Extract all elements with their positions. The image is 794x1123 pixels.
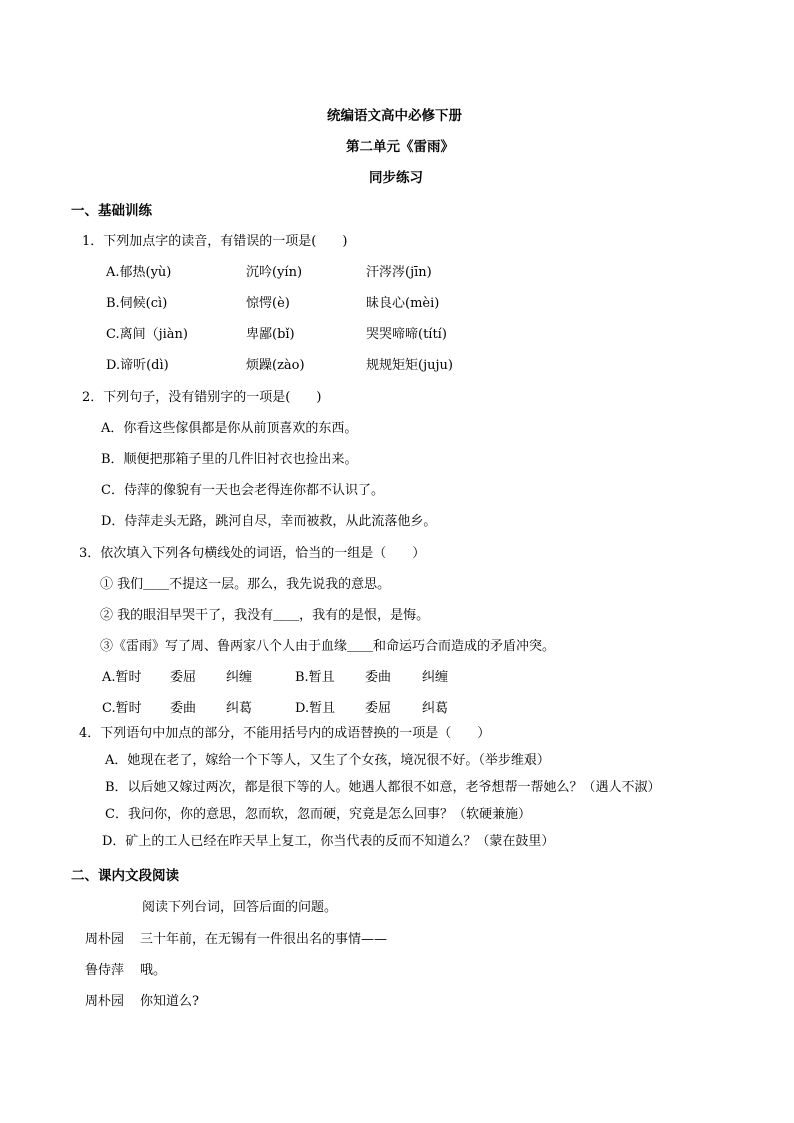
question-1-stem: 1．下列加点字的读音，有错误的一项是( ) (82, 234, 348, 249)
q1-option-row-c (0, 323, 794, 343)
q4-option-a: A．她现在老了，嫁给一个下等人，又生了个女孩，境况很不好。（举步维艰） (105, 753, 550, 768)
q1-option-b-word3: 昧良心(mèi) (366, 296, 440, 311)
q1-option-row-d (0, 354, 794, 374)
q3-option-a-word1: A.暂时 (102, 670, 142, 685)
q3-option-b-word2: 委曲 (365, 670, 392, 685)
dialogue-speaker-2: 鲁侍萍 (85, 963, 125, 978)
q4-option-d: D．矿上的工人已经在昨天早上复工，你当代表的反而不知道么？（蒙在鼓里） (102, 834, 555, 849)
q3-option-b-word1: B.暂且 (295, 670, 335, 685)
question-2-stem: 2．下列句子，没有错别字的一项是( ) (82, 390, 322, 405)
q1-option-d-word3: 规规矩矩(juju) (366, 358, 453, 373)
q1-option-b-word2: 惊愕(è) (246, 296, 290, 311)
q3-option-d-word2: 委屈 (365, 701, 392, 716)
q3-option-row-cd (0, 697, 794, 717)
q3-option-c-word3: 纠葛 (226, 701, 253, 716)
q3-option-row-ab (0, 666, 794, 686)
dialogue-line-3: 你知道么? (140, 994, 199, 1009)
q3-sentence-3: ③《雷雨》写了周、鲁两家八个人由于血缘＿＿和命运巧合而造成的矛盾冲突。 (100, 639, 556, 654)
dialogue-speaker-3: 周朴园 (85, 994, 125, 1009)
q3-sentence-1: ① 我们＿＿不提这一层。那么，我先说我的意思。 (100, 577, 391, 592)
dialogue-line-2: 哦。 (140, 963, 167, 978)
q3-option-a-word2: 委屈 (170, 670, 197, 685)
q1-option-row-b (0, 292, 794, 312)
section-heading-reading: 二、课内文段阅读 (71, 868, 179, 884)
q1-option-d-word2: 烦躁(zào) (246, 358, 305, 373)
question-3-stem: 3．依次填入下列各句横线处的词语，恰当的一组是（ ） (79, 546, 426, 561)
q1-option-b-word1: B.伺候(cì) (106, 296, 168, 311)
q3-sentence-2: ② 我的眼泪早哭干了，我没有＿＿，我有的是恨，是悔。 (100, 608, 430, 623)
q1-option-a-word2: 沉吟(yín) (246, 265, 303, 280)
section-heading-basic: 一、基础训练 (71, 203, 152, 219)
unit-title: 第二单元《雷雨》 (346, 139, 454, 155)
q2-option-c: C．侍萍的像貌有一天也会老得连你都不认识了。 (101, 483, 384, 498)
q4-option-b: B．以后她又嫁过两次，都是很下等的人。她遇人都很不如意，老爷想帮一帮她么？（遇人不淑） (105, 780, 661, 795)
q2-option-d: D．侍萍走头无路，跳河自尽，幸而被救，从此流落他乡。 (101, 514, 437, 529)
dialogue-line-1: 三十年前，在无锡有一件很出名的事情—— (140, 932, 388, 947)
q1-option-c-word1: C.离间（jiàn) (106, 327, 188, 342)
q3-option-d-word3: 纠葛 (422, 701, 449, 716)
q3-option-b-word3: 纠缠 (422, 670, 449, 685)
q1-option-row-a (0, 261, 794, 281)
q3-option-c-word2: 委曲 (170, 701, 197, 716)
q1-option-c-word2: 卑鄙(bǐ) (246, 327, 295, 342)
q4-option-c: C．我问你，你的意思，忽而软，忽而硬，究竟是怎么回事？（软硬兼施） (105, 807, 531, 822)
reading-intro: 阅读下列台词，回答后面的问题。 (142, 900, 338, 915)
q2-option-a: A．你看这些傢俱都是你从前顶喜欢的东西。 (101, 421, 358, 436)
q1-option-c-word3: 哭哭啼啼(títí) (366, 327, 447, 342)
q3-option-c-word1: C.暂时 (102, 701, 142, 716)
dialogue-speaker-1: 周朴园 (85, 932, 125, 947)
q1-option-d-word1: D.谛听(dì) (106, 358, 169, 373)
q1-option-a-word1: A.郁热(yù) (106, 265, 172, 280)
question-4-stem: 4．下列语句中加点的部分，不能用括号内的成语替换的一项是（ ） (79, 726, 491, 741)
q2-option-b: B．顺便把那箱子里的几件旧衬衣也捡出来。 (101, 452, 358, 467)
practice-title: 同步练习 (369, 170, 423, 186)
q3-option-a-word3: 纠缠 (226, 670, 253, 685)
document-title: 统编语文高中必修下册 (327, 108, 462, 124)
q1-option-a-word3: 汗涔涔(jīn) (366, 265, 432, 280)
q3-option-d-word1: D.暂且 (295, 701, 336, 716)
